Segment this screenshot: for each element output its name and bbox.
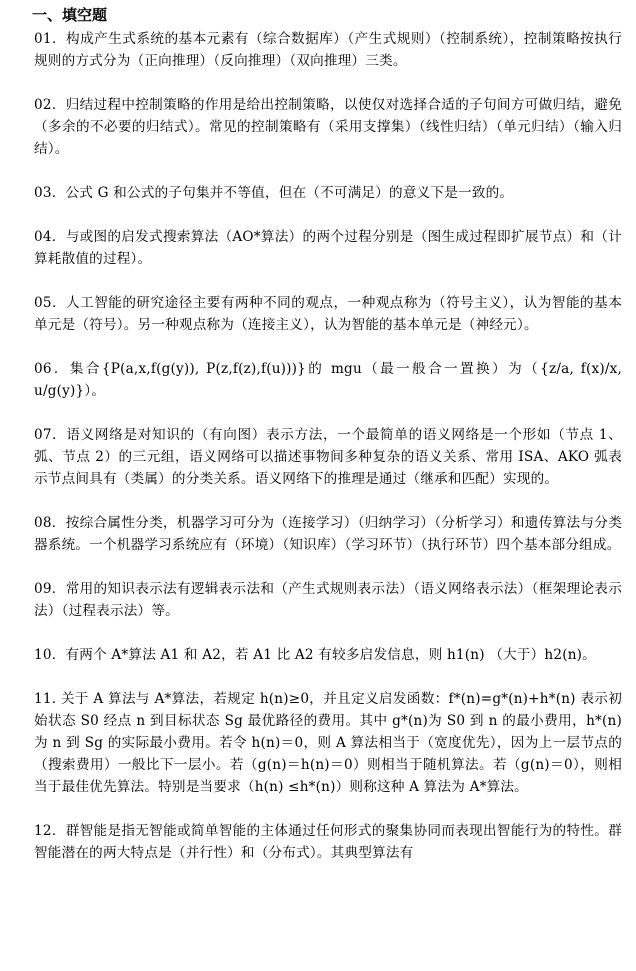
question-item-09: 09．常用的知识表示法有逻辑表示法和（产生式规则表示法）（语义网络表示法）（框架理论表示法）（过程表示法）等。	[34, 581, 622, 619]
question-item-06: 06．集合{P(a,x,f(g(y)), P(z,f(z),f(u)))}的 mgu（最一般合一置换）为（{z/a, f(x)/x, u/g(y)}）。	[34, 361, 622, 399]
question-item-01: 01．构成产生式系统的基本元素有（综合数据库）（产生式规则）（控制系统），控制策略按执行规则的方式分为（正向推理）（反向推理）（双向推理）三类。	[34, 31, 622, 69]
question-list	[34, 28, 622, 864]
question-item-05: 05．人工智能的研究途径主要有两种不同的观点，一种观点称为（符号主义），认为智能的基本单元是（符号）。另一种观点称为（连接主义），认为智能的基本单元是（神经元）。	[34, 295, 622, 333]
question-item-07: 07．语义网络是对知识的（有向图）表示方法，一个最简单的语义网络是一个形如（节点 1、弧、节点 2）的三元组，语义网络可以描述事物间多种复杂的语义关系、常用 ISA、AKO 弧表示节点间具有（类属）的分类关系。语义网络下的推理是通过（继承和匹配）实现的。	[34, 427, 622, 487]
question-item-04: 04．与或图的启发式搜索算法（AO*算法）的两个过程分别是（图生成过程即扩展节点）和（计算耗散值的过程）。	[34, 229, 622, 267]
question-item-11: 11. 关于 A 算法与 A*算法，若规定 h(n)≥0，并且定义启发函数：f*(n)=g*(n)+h*(n) 表示初始状态 S0 经点 n 到目标状态 Sg 最优路径的费用。其中 g*(n)为 S0 到 n 的最小费用，h*(n)为 n 到 Sg 的实际最小费用。若令 h(n)＝0，则 A 算法相当于（宽度优先），因为上一层节点的（搜索费用）一般比下一层小。若（g(n)＝h(n)＝0）则相当于随机算法。若（g(n)＝0），则相当于最佳优先算法。特别是当要求（h(n) ≤h*(n)）则称这种 A 算法为 A*算法。	[34, 691, 622, 795]
question-item-03: 03．公式 G 和公式的子句集并不等值，但在（不可满足）的意义下是一致的。	[34, 185, 514, 201]
question-item-08: 08．按综合属性分类，机器学习可分为（连接学习）（归纳学习）（分析学习）和遗传算法与分类器系统。一个机器学习系统应有（环境）（知识库）（学习环节）（执行环节）四个基本部分组成。	[34, 515, 622, 553]
question-item-10: 10．有两个 A*算法 A1 和 A2，若 A1 比 A2 有较多启发信息，则 h1(n) （大于）h2(n)。	[34, 647, 596, 663]
section-title: 一、填空题	[32, 6, 108, 24]
question-item-12: 12．群智能是指无智能或简单智能的主体通过任何形式的聚集协同而表现出智能行为的特性。群智能潜在的两大特点是（并行性）和（分布式）。其典型算法有	[34, 823, 622, 861]
question-item-02: 02．归结过程中控制策略的作用是给出控制策略，以使仅对选择合适的子句间方可做归结，避免（多余的不必要的归结式）。常见的控制策略有（采用支撑集）（线性归结）（单元归结）（输入归结）。	[34, 97, 622, 157]
